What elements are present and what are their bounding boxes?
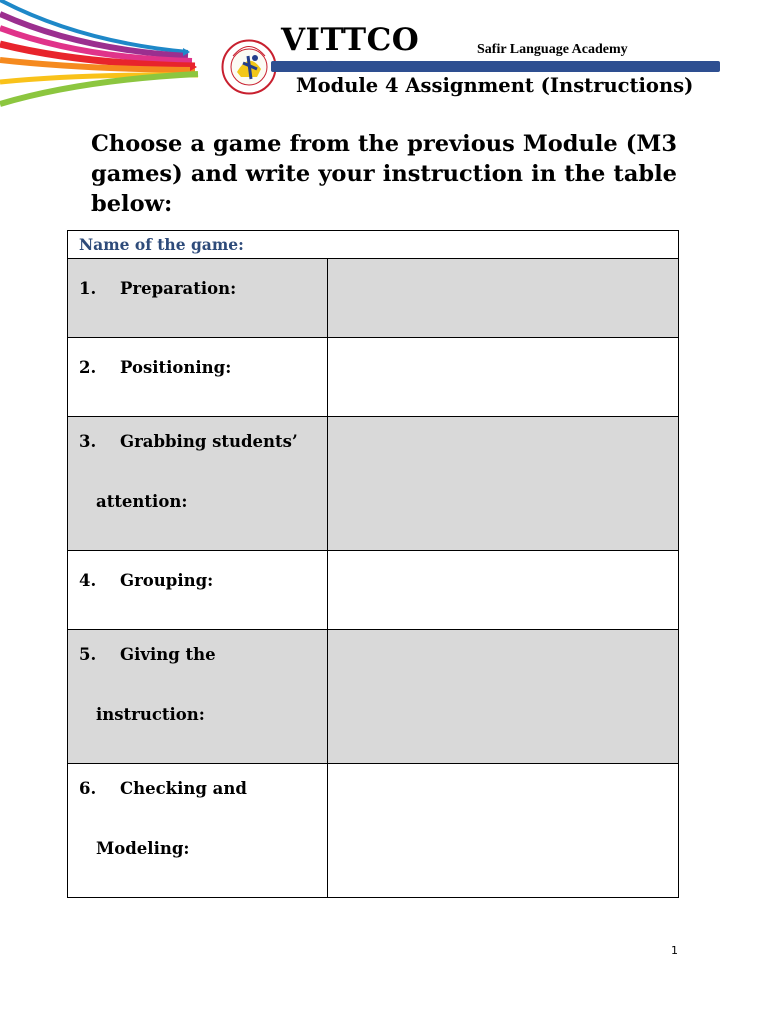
- game-name-field[interactable]: [68, 231, 679, 259]
- name-row: [68, 231, 679, 259]
- row-title: Preparation:: [120, 279, 237, 298]
- row-label: [68, 764, 328, 898]
- table-row: [68, 259, 679, 338]
- row-title-continued: Modeling:: [96, 839, 190, 858]
- row-title: Checking and: [120, 779, 247, 798]
- answer-cell-preparation[interactable]: [328, 259, 679, 338]
- safir-logo: [221, 39, 277, 95]
- row-label: [68, 630, 328, 764]
- table-row: [68, 764, 679, 898]
- row-number: 5.: [79, 645, 97, 664]
- row-label: [68, 417, 328, 551]
- row-title-continued: instruction:: [96, 705, 205, 724]
- table-row: [68, 417, 679, 551]
- row-label: [68, 551, 328, 630]
- assignment-prompt: Choose a game from the previous Module (M3 games) and write your instruction in the table below:: [91, 131, 677, 217]
- row-number: 2.: [79, 358, 97, 377]
- answer-cell-positioning[interactable]: [328, 338, 679, 417]
- game-name-label: Name of the game:: [79, 235, 244, 254]
- table-row: [68, 551, 679, 630]
- row-title: Grouping:: [120, 571, 214, 590]
- answer-cell-grabbing-attention[interactable]: [328, 417, 679, 551]
- row-label: [68, 338, 328, 417]
- row-number: 4.: [79, 571, 97, 590]
- answer-cell-grouping[interactable]: [328, 551, 679, 630]
- row-title: Positioning:: [120, 358, 232, 377]
- module-title: Module 4 Assignment (Instructions): [296, 74, 694, 97]
- row-label: [68, 259, 328, 338]
- row-title: Giving the: [120, 645, 216, 664]
- colorful-stripes-decoration: [0, 0, 215, 110]
- row-number: 6.: [79, 779, 97, 798]
- table-row: [68, 338, 679, 417]
- instruction-table: [67, 230, 679, 898]
- row-number: 3.: [79, 432, 97, 451]
- header-bar: [271, 61, 720, 72]
- answer-cell-giving-instruction[interactable]: [328, 630, 679, 764]
- table-row: [68, 630, 679, 764]
- row-number: 1.: [79, 279, 97, 298]
- brand-name: VITTCO: [281, 22, 420, 58]
- academy-name: Safir Language Academy: [477, 42, 628, 57]
- row-title-continued: attention:: [96, 492, 188, 511]
- page-number: 1: [671, 944, 678, 957]
- answer-cell-checking-modeling[interactable]: [328, 764, 679, 898]
- row-title: Grabbing students’: [120, 432, 298, 451]
